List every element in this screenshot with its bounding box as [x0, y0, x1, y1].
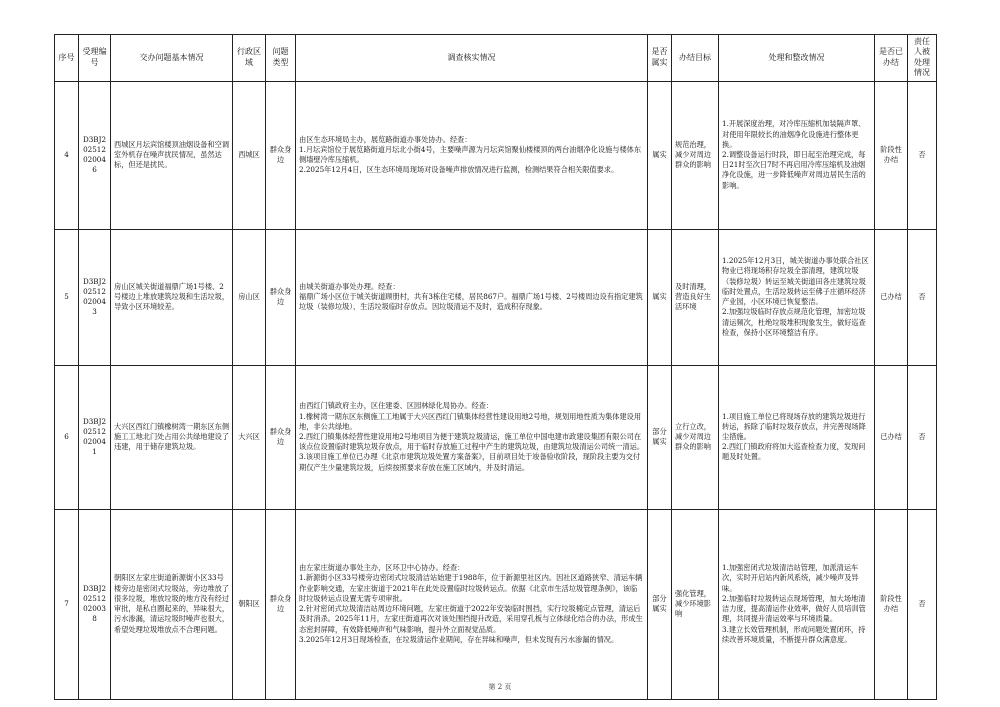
handling-line: 1.开展深度治理，对冷库压缩机加装隔声罩、对使用年限较长的油烟净化设施进行整体更换。: [722, 119, 866, 149]
handling-line: 1.2025年12月3日，城关街道办事处联合社区物业已将现场积存垃圾全部清理，建筑垃圾（装修垃圾）转运至城关街道田各庄建筑垃圾临时处置点，生活垃圾转运至佛子庄循环经济产业园，小区环境已恢复整洁。: [722, 256, 869, 307]
cell-district: 房山区: [233, 229, 266, 365]
cell-done: 已办结: [875, 365, 908, 509]
investigation-line: 1.橡树湾一期东区东侧施工工地属于大兴区西红门镇集体经营性建设用地2号地，规划用地性质为集体建设用地，非公共绿地。: [299, 411, 642, 431]
cell-handling: [719, 229, 875, 365]
investigation-line: 3.该项目施工单位已办理《北京市建筑垃圾处置方案备案》，目前项目处于竣备验收阶段，现阶段主要为交付期仅产生少量建筑垃圾，后续按照要求存放在施工区域内，并及时清运。: [299, 452, 641, 472]
handling-line: 1.项目施工单位已将现场存放的建筑垃圾进行转运，拆除了临时垃圾存放点，并完善现场降尘措施。: [722, 411, 866, 441]
header-handling: 处理和整改情况: [719, 35, 875, 82]
cell-done: 阶段性办结: [875, 81, 908, 229]
header-seq: 序号: [55, 35, 79, 82]
cell-handling: [719, 81, 875, 229]
cell-code: D3BJ202512020046: [79, 81, 111, 229]
cell-issue: 朝阳区左家庄街道新源街小区33号楼旁边是密闭式垃圾站，旁边堆放了很多垃圾，堆放垃圾的地方没有经过审批，是私自圈起来的，异味很大，污水渗漏，清运垃圾时噪声也很大，希望处理垃圾堆放点不合理问题。: [111, 509, 233, 699]
header-code: 受理编号: [79, 35, 111, 82]
header-issue: 交办问题基本情况: [111, 35, 233, 82]
cell-true-flag: 部分属实: [648, 509, 672, 699]
cell-issue: 房山区城关街道福鼎广场1号楼、2号楼边上堆放建筑垃圾和生活垃圾，导致小区环境较差。: [111, 229, 233, 365]
header-goal: 办结目标: [672, 35, 719, 82]
handling-line: 2.西红门镇政府将加大巡查检查力度，发现问题及时处置。: [722, 442, 866, 462]
handling-line: 3.建立长效管理机制，形成问题处置闭环，持续改善环境质量，不断提升群众满意度。: [722, 624, 866, 644]
cell-seq: 4: [55, 81, 79, 229]
cell-accountable: 否: [908, 365, 937, 509]
page-number: 第 2 页: [488, 683, 512, 691]
investigation-line: 2.2025年12月4日，区生态环境局现场对设备噪声排放情况进行监测，检测结果符合相关限值要求。: [299, 165, 619, 175]
investigation-line: 2.针对密闭式垃圾清洁站周边环境问题，左家庄街道于2022年安装临时围挡，实行垃圾桶定点管理，清运后及时消杀。2025年11月，左家庄街道再次对该处围挡提升改造，采用穿孔板与立体绿化结合的办法，形成生态密封屏障，有效降低噪声和气味影响，提升外立面视觉品质。: [299, 604, 643, 634]
cell-type: 群众身边: [266, 509, 296, 699]
cell-code: D3BJ202512020043: [79, 229, 111, 365]
cell-seq: 7: [55, 509, 79, 699]
cell-issue: 西城区月坛宾馆楼顶油烟设备和空调室外机存在噪声扰民情况，虽然达标，但还是扰民。: [111, 81, 233, 229]
cell-code: D3BJ202512020038: [79, 509, 111, 699]
header-done: 是否已办结: [875, 35, 908, 82]
cell-goal: 立行立改，减少对周边群众的影响: [672, 365, 719, 509]
cell-accountable: 否: [908, 509, 937, 699]
investigation-line: 由区生态环境局主办，展览路街道办事处协办。经查：: [299, 134, 472, 144]
cell-type: 群众身边: [266, 229, 296, 365]
table-row: [55, 81, 937, 229]
cell-goal: 规范治理，减少对周边群众的影响: [672, 81, 719, 229]
cell-investigation: [296, 81, 648, 229]
cell-accountable: 否: [908, 81, 937, 229]
investigation-line: 由城关街道办事处办理。经查：: [299, 281, 400, 291]
cell-issue: 大兴区西红门镇橡树湾一期东区东侧施工工地北门处占用公共绿地建设了违建，用于储存建筑垃圾。: [111, 365, 233, 509]
cell-seq: 5: [55, 229, 79, 365]
cell-accountable: 否: [908, 229, 937, 365]
header-district: 行政区域: [233, 35, 266, 82]
complaint-table: [54, 34, 937, 700]
table-row: [55, 509, 937, 699]
cell-true-flag: 部分属实: [648, 365, 672, 509]
cell-done: 已办结: [875, 229, 908, 365]
header-investigation: 调查核实情况: [296, 35, 648, 82]
investigation-line: 3.2025年12月3日现场检查，在垃圾清运作业期间，存在异味和噪声，但未发现有污水渗漏的情况。: [299, 634, 619, 644]
cell-handling: [719, 509, 875, 699]
cell-seq: 6: [55, 365, 79, 509]
header-type: 问题类型: [266, 35, 296, 82]
cell-code: D3BJ202512020041: [79, 365, 111, 509]
cell-type: 群众身边: [266, 81, 296, 229]
investigation-line: 2.西红门镇集体经营性建设用地2号地项目为便于建筑垃圾清运，施工单位中国电建市政建设集团有限公司在该点位设置临时建筑垃圾存放点，用于临时存放施工过程中产生的建筑垃圾，由建筑垃圾清运公司统一清运。: [299, 431, 645, 452]
cell-investigation: [296, 229, 648, 365]
table-row: [55, 229, 937, 365]
cell-done: 阶段性办结: [875, 509, 908, 699]
handling-line: 2.加强临时垃圾转运点现场管理，加大场地清洁力度，提高清运作业效率，做好人员培训管理，共同提升清运效率与环境质量。: [722, 593, 866, 624]
investigation-line: 1.新源街小区33号楼旁边密闭式垃圾清洁站始建于1988年，位于新源里社区内。因社区道路狭窄、清运车辆作业影响交通，左家庄街道于2021年在此处设置临时垃圾转运点。依据《北京市生活垃圾管理条例》，该临时垃圾转运点设置无需专项审批。: [299, 573, 643, 603]
investigation-line: 1.月坛宾馆位于展览路街道月坛北小街4号，主要噪声源为月坛宾馆聚仙楼楼顶的两台油烟净化设施与楼体东侧墙壁冷库压缩机。: [299, 144, 642, 165]
cell-investigation: [296, 509, 648, 699]
cell-type: 群众身边: [266, 365, 296, 509]
cell-handling: [719, 365, 875, 509]
investigation-line: 福鼎广场小区位于城关街道顾册村，共有3栋住宅楼，居民867户。福鼎广场1号楼、2号楼周边设有指定建筑垃圾（装修垃圾）、生活垃圾临时存放点。因垃圾清运不及时，造成积存现象。: [299, 291, 643, 312]
handling-line: 2.加强垃圾临时存放点规范化管理，加密垃圾清运频次，杜绝垃圾堆积现象发生，做好巡查检查，保持小区环境整洁有序。: [722, 307, 866, 337]
cell-district: 大兴区: [233, 365, 266, 509]
table-header-row: [55, 35, 937, 82]
header-true-flag: 是否属实: [648, 35, 672, 82]
cell-investigation: [296, 365, 648, 509]
handling-line: 2.调整设备运行时段，即日起至治理完成，每日21时至次日7时不再启用冷库压缩机及油烟净化设施，进一步降低噪声对周边居民生活的影响。: [722, 149, 866, 190]
investigation-line: 由左家庄街道办事处主办，区环卫中心协办。经查：: [299, 563, 465, 573]
cell-goal: 强化管理，减少环境影响: [672, 509, 719, 699]
header-accountable: 责任人被处理情况: [908, 35, 937, 82]
cell-goal: 及时清理，营造良好生活环境: [672, 229, 719, 365]
cell-district: 朝阳区: [233, 509, 266, 699]
cell-true-flag: 属实: [648, 229, 672, 365]
handling-line: 1.加强密闭式垃圾清洁站管理，加派清运车次，实时开启站内新风系统，减少噪声及异味。: [722, 563, 859, 593]
cell-true-flag: 属实: [648, 81, 672, 229]
investigation-line: 由西红门镇政府主办，区住建委、区园林绿化局协办。经查：: [299, 401, 494, 411]
table-row: [55, 365, 937, 509]
cell-district: 西城区: [233, 81, 266, 229]
